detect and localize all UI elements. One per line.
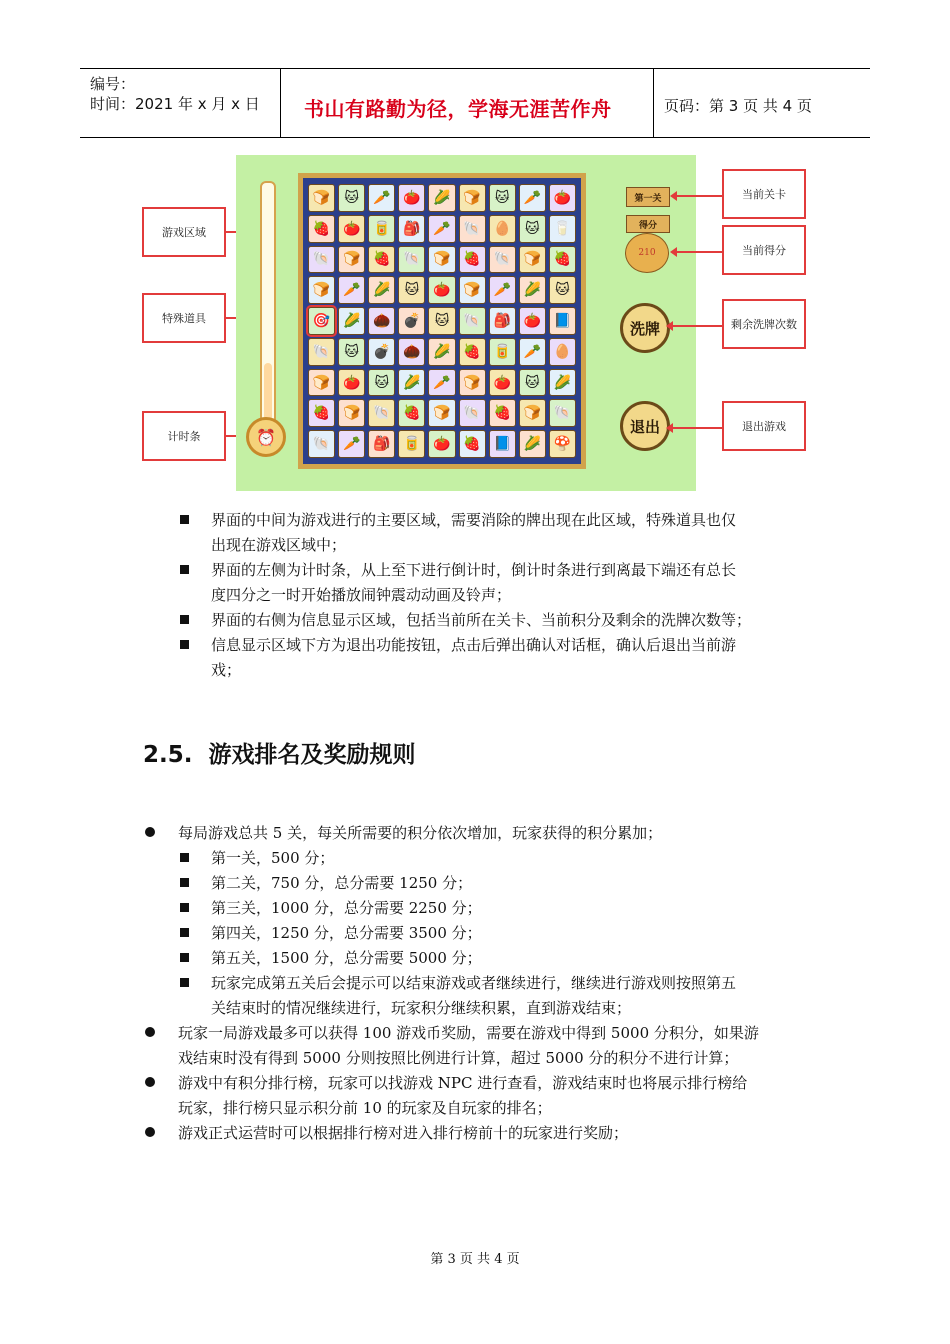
page-header xyxy=(80,68,870,138)
game-tile[interactable]: 🐚 xyxy=(308,246,335,274)
tile-grid xyxy=(308,184,576,458)
game-tile[interactable]: 🥕 xyxy=(428,369,455,397)
annotation-special-item: 特殊道具 xyxy=(142,293,226,343)
annotation-game-area: 游戏区域 xyxy=(142,207,226,257)
game-tile[interactable]: 🥫 xyxy=(398,430,425,458)
game-tile[interactable]: 🌽 xyxy=(519,430,546,458)
section-heading xyxy=(143,736,416,769)
game-tile[interactable]: 🍞 xyxy=(428,399,455,427)
ui-bullet-line: 度四分之一时开始播放闹钟震动动画及铃声； xyxy=(211,586,512,604)
shuffle-button[interactable]: 洗牌 xyxy=(620,303,670,353)
game-screenshot xyxy=(236,155,696,491)
game-tile[interactable]: 🍅 xyxy=(428,430,455,458)
game-tile[interactable]: 💣 xyxy=(398,307,425,335)
document-number: 编号： xyxy=(90,75,136,93)
bullet-dot xyxy=(145,827,155,837)
game-tile[interactable]: 🌽 xyxy=(398,369,425,397)
game-tile[interactable]: 🍓 xyxy=(549,246,576,274)
game-tile[interactable]: 🐚 xyxy=(459,307,486,335)
game-tile[interactable]: 🍞 xyxy=(338,246,365,274)
game-tile[interactable]: 🥕 xyxy=(338,276,365,304)
game-tile[interactable]: 🍞 xyxy=(519,246,546,274)
game-tile[interactable]: 🌰 xyxy=(398,338,425,366)
game-tile[interactable]: 🐚 xyxy=(459,215,486,243)
game-tile[interactable]: 🍅 xyxy=(428,276,455,304)
ui-bullet-line: 戏； xyxy=(211,661,242,679)
game-tile[interactable]: 🎒 xyxy=(489,307,516,335)
game-tile[interactable]: 🍓 xyxy=(368,246,395,274)
bullet-square xyxy=(180,903,189,912)
game-tile[interactable]: 🍞 xyxy=(428,246,455,274)
game-tile[interactable]: 🐱 xyxy=(519,369,546,397)
game-tile[interactable]: 💣 xyxy=(368,338,395,366)
special-item-tile[interactable]: 🎯 xyxy=(308,307,335,335)
game-tile[interactable]: 🍅 xyxy=(338,369,365,397)
game-tile[interactable]: 🍞 xyxy=(459,276,486,304)
ranking-rule: 玩家，排行榜只显示积分前 10 的玩家及自玩家的排名； xyxy=(178,1099,552,1117)
operation-rule: 游戏正式运营时可以根据排行榜对进入排行榜前十的玩家进行奖励； xyxy=(178,1124,629,1142)
game-tile[interactable]: 🐚 xyxy=(308,338,335,366)
game-tile[interactable]: 🍅 xyxy=(519,307,546,335)
game-tile[interactable]: 🐚 xyxy=(549,399,576,427)
level-rule: 第五关，1500 分，总分需要 5000 分； xyxy=(211,949,482,967)
game-ui-figure xyxy=(142,155,810,491)
score-label: 得分 xyxy=(626,215,670,233)
game-tile[interactable]: 🍓 xyxy=(489,399,516,427)
game-tile[interactable]: 🥕 xyxy=(519,338,546,366)
bullet-square xyxy=(180,515,189,524)
game-tile[interactable]: 🍞 xyxy=(459,184,486,212)
annotation-timer-bar: 计时条 xyxy=(142,411,226,461)
bullet-dot xyxy=(145,1127,155,1137)
game-tile[interactable]: 🥚 xyxy=(549,338,576,366)
after-level-rule: 玩家完成第五关后会提示可以结束游戏或者继续进行，继续进行游戏则按照第五 xyxy=(211,974,737,992)
game-tile[interactable]: 🥕 xyxy=(428,215,455,243)
bullet-square xyxy=(180,953,189,962)
header-meta-cell xyxy=(80,69,281,137)
score-value: 210 xyxy=(625,233,669,273)
bullet-dot xyxy=(145,1077,155,1087)
game-tile[interactable]: 🎒 xyxy=(368,430,395,458)
game-tile[interactable]: 🌽 xyxy=(338,307,365,335)
game-tile[interactable]: 🥛 xyxy=(549,215,576,243)
arrow-exit-game xyxy=(672,427,722,429)
annotation-remaining-shuffles: 剩余洗牌次数 xyxy=(722,299,806,349)
game-tile[interactable]: 🐚 xyxy=(459,399,486,427)
game-tile[interactable]: 🌽 xyxy=(519,276,546,304)
ui-bullet-line: 界面的右侧为信息显示区域，包括当前所在关卡、当前积分及剩余的洗牌次数等； xyxy=(211,611,752,629)
game-tile[interactable]: 🌽 xyxy=(368,276,395,304)
game-tile[interactable]: 🍓 xyxy=(459,430,486,458)
game-tile[interactable]: 🍅 xyxy=(489,369,516,397)
game-tile[interactable]: 🥕 xyxy=(368,184,395,212)
annotation-current-score: 当前得分 xyxy=(722,225,806,275)
game-tile[interactable]: 🐱 xyxy=(338,338,365,366)
game-tile[interactable]: 🌽 xyxy=(428,184,455,212)
bullet-square xyxy=(180,853,189,862)
bullet-square xyxy=(180,640,189,649)
game-tile[interactable]: 🍞 xyxy=(519,399,546,427)
header-motto: 书山有路勤为径，学海无涯苦作舟 xyxy=(304,97,612,121)
ranking-rule: 游戏中有积分排行榜，玩家可以找游戏 NPC 进行查看，游戏结束时也将展示排行榜给 xyxy=(178,1074,748,1092)
game-tile[interactable]: 🐚 xyxy=(398,246,425,274)
game-tile[interactable]: 🐱 xyxy=(338,184,365,212)
game-tile[interactable]: 🍓 xyxy=(308,215,335,243)
reward-rule: 戏结束时没有得到 5000 分则按照比例进行计算，超过 5000 分的积分不进行计算； xyxy=(178,1049,739,1067)
rules-intro: 每局游戏总共 5 关，每关所需要的积分依次增加，玩家获得的积分累加； xyxy=(178,824,663,842)
bullet-square xyxy=(180,928,189,937)
section-number: 2.5. xyxy=(143,742,193,768)
bullet-square xyxy=(180,878,189,887)
ui-bullet-line: 出现在游戏区域中； xyxy=(211,536,347,554)
bullet-square xyxy=(180,615,189,624)
game-tile[interactable]: 🍓 xyxy=(459,338,486,366)
bullet-square xyxy=(180,978,189,987)
game-tile[interactable]: 🍅 xyxy=(398,184,425,212)
game-tile[interactable]: 🍅 xyxy=(549,184,576,212)
game-tile[interactable]: 🐱 xyxy=(398,276,425,304)
annotation-exit-game: 退出游戏 xyxy=(722,401,806,451)
document-date: 时间：2021 年 x 月 x 日 xyxy=(90,95,260,113)
alarm-clock-icon: ⏰ xyxy=(246,417,286,457)
section-title: 游戏排名及奖励规则 xyxy=(208,742,416,768)
ui-bullet-line: 信息显示区域下方为退出功能按钮，点击后弹出确认对话框，确认后退出当前游 xyxy=(211,636,737,654)
exit-button[interactable]: 退出 xyxy=(620,401,670,451)
game-tile[interactable]: 🐱 xyxy=(489,184,516,212)
page-footer: 第 3 页 共 4 页 xyxy=(430,1252,520,1267)
game-tile[interactable]: 🎒 xyxy=(398,215,425,243)
timer-bar-fill xyxy=(264,363,272,423)
game-tile[interactable]: 📘 xyxy=(489,430,516,458)
game-tile[interactable]: 🍞 xyxy=(459,369,486,397)
game-tile[interactable]: 🥫 xyxy=(489,338,516,366)
game-tile[interactable]: 🍄 xyxy=(549,430,576,458)
game-tile[interactable]: 🐱 xyxy=(549,276,576,304)
level-rule: 第三关，1000 分，总分需要 2250 分； xyxy=(211,899,482,917)
game-tile[interactable]: 🐱 xyxy=(368,369,395,397)
timer-bar xyxy=(260,181,276,427)
arrow-current-level xyxy=(676,195,722,197)
game-tile[interactable]: 🐱 xyxy=(428,307,455,335)
level-rule: 第四关，1250 分，总分需要 3500 分； xyxy=(211,924,482,942)
game-tile[interactable]: 🥕 xyxy=(489,276,516,304)
game-tile[interactable]: 🍓 xyxy=(398,399,425,427)
game-tile[interactable]: 📘 xyxy=(549,307,576,335)
after-level-rule: 关结束时的情况继续进行，玩家积分继续积累，直到游戏结束； xyxy=(211,999,632,1017)
game-tile[interactable]: 🐚 xyxy=(308,430,335,458)
level-rule: 第二关，750 分，总分需要 1250 分； xyxy=(211,874,473,892)
game-tile[interactable]: 🥚 xyxy=(489,215,516,243)
bullet-square xyxy=(180,565,189,574)
bullet-dot xyxy=(145,1027,155,1037)
game-board xyxy=(298,173,586,469)
arrow-remaining-shuffles xyxy=(672,325,722,327)
game-tile[interactable]: 🍞 xyxy=(338,399,365,427)
ui-bullet-line: 界面的左侧为计时条，从上至下进行倒计时，倒计时条进行到离最下端还有总长 xyxy=(211,561,737,579)
game-tile[interactable]: 🍓 xyxy=(308,399,335,427)
game-tile[interactable]: 🌰 xyxy=(368,307,395,335)
arrow-current-score xyxy=(676,251,722,253)
game-tile[interactable]: 🌽 xyxy=(549,369,576,397)
ui-bullet-line: 界面的中间为游戏进行的主要区域，需要消除的牌出现在此区域，特殊道具也仅 xyxy=(211,511,737,529)
game-tile[interactable]: 🍞 xyxy=(308,184,335,212)
game-tile[interactable]: 🍓 xyxy=(459,246,486,274)
game-tile[interactable]: 🌽 xyxy=(428,338,455,366)
reward-rule: 玩家一局游戏最多可以获得 100 游戏币奖励，需要在游戏中得到 5000 分积分，如果游 xyxy=(178,1024,759,1042)
game-tile[interactable]: 🍅 xyxy=(338,215,365,243)
level-label: 第一关 xyxy=(626,187,670,207)
game-tile[interactable]: 🥕 xyxy=(519,184,546,212)
game-tile[interactable]: 🐱 xyxy=(519,215,546,243)
game-tile[interactable]: 🥕 xyxy=(338,430,365,458)
game-tile[interactable]: 🐚 xyxy=(489,246,516,274)
game-tile[interactable]: 🐚 xyxy=(368,399,395,427)
level-rule: 第一关，500 分； xyxy=(211,849,335,867)
game-tile[interactable]: 🍞 xyxy=(308,369,335,397)
game-tile[interactable]: 🍞 xyxy=(308,276,335,304)
annotation-current-level: 当前关卡 xyxy=(722,169,806,219)
header-page-info: 页码：第 3 页 共 4 页 xyxy=(664,97,812,115)
game-tile[interactable]: 🥫 xyxy=(368,215,395,243)
